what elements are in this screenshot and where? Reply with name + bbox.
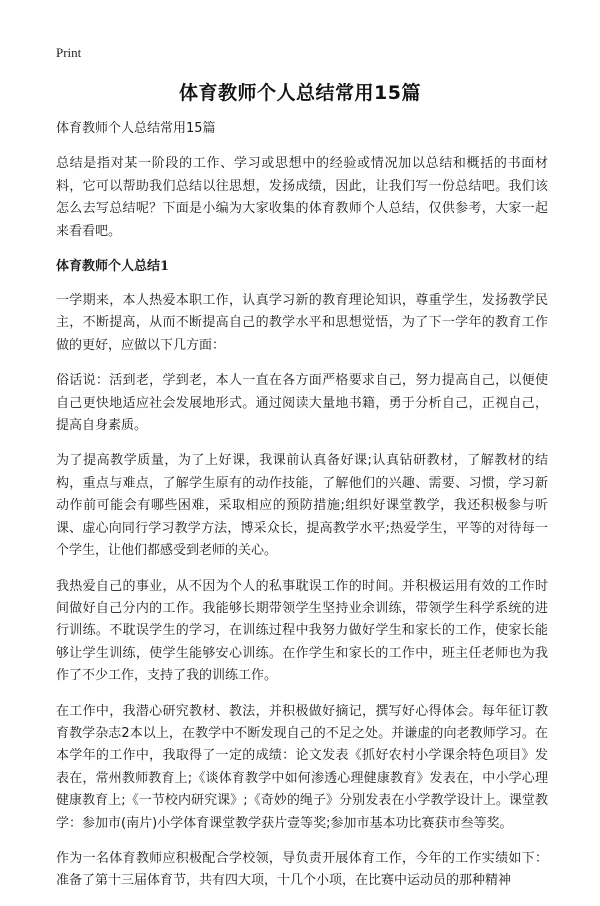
body-paragraph-5: 在工作中，我潜心研究教材、教法，并积极做好摘记，撰写好心得体会。每年征订教育教学杂志2本以上，在教学中不断发现自己的不足之处。并谦虚的向老教师学习。在本学年的工作中，我取得了一定的成绩：论文发表《抓好农村小学课余特色项目》发表在，常州教师教育上;《谈体育教学中如何渗透心理健康教育》发表在，中小学心理健康教育上;《一节校内研究课》;《奇妙的绳子》分别发表在小学教学设计上。课堂教学：参加市(南片)小学体育课堂教学获片壹等奖;参加市基本功比赛获市叁等奖。 [56, 703, 548, 831]
body-paragraph-3: 为了提高教学质量，为了上好课，我课前认真备好课;认真钻研教材，了解教材的结构，重点与难点，了解学生原有的动作技能，了解他们的兴趣、需要、习惯，学习新动作前可能会有哪些困难，采取相应的预防措施;组织好课堂教学，我还积极参与听课、虚心向同行学习教学方法，博采众长，提高教学水平;热爱学生，平等的对待每一个学生，让他们都感受到老师的关心。 [56, 453, 548, 559]
body-paragraph-2: 俗话说：活到老，学到老，本人一直在各方面严格要求自己，努力提高自己，以便使自己更快地适应社会发展地形式。通过阅读大量地书籍，勇于分析自己，正视自己，提高自身素质。 [56, 373, 548, 434]
article-body [56, 118, 548, 906]
print-link[interactable]: Print [56, 45, 82, 60]
body-paragraph-6: 作为一名体育教师应积极配合学校领，导负责开展体育工作，今年的工作实绩如下：准备了第十三届体育节，共有四大项，十几个小项，在比赛中运动员的那种精神 [56, 850, 548, 889]
page-title: 体育教师个人总结常用15篇 [179, 82, 421, 104]
body-paragraph-4: 我热爱自己的事业，从不因为个人的私事耽误工作的时间。并积极运用有效的工作时间做好自己分内的工作。我能够长期带领学生坚持业余训练，带领学生科学系统的进行训练。不耽误学生的学习，在训练过程中我努力做好学生和家长的工作，使家长能够让学生训练，使学生能够安心训练。在作学生和家长的工作中，班主任老师也为我作了不少工作，支持了我的训练工作。 [56, 578, 548, 684]
intro-paragraph: 总结是指对某一阶段的工作、学习或思想中的经验或情况加以总结和概括的书面材料，它可以帮助我们总结以往思想，发扬成绩，因此，让我们写一份总结吧。我们该怎么去写总结呢？下面是小编为大家收集的体育教师个人总结，仅供参考，大家一起来看看吧。 [56, 156, 548, 239]
article-subtitle: 体育教师个人总结常用15篇 [56, 121, 216, 136]
body-paragraph-1: 一学期来，本人热爱本职工作，认真学习新的教育理论知识，尊重学生，发扬教学民主，不断提高，从而不断提高自己的教学水平和思想觉悟，为了下一学年的教育工作做的更好，应做以下几方面： [56, 293, 548, 353]
section-heading: 体育教师个人总结1 [56, 259, 170, 275]
